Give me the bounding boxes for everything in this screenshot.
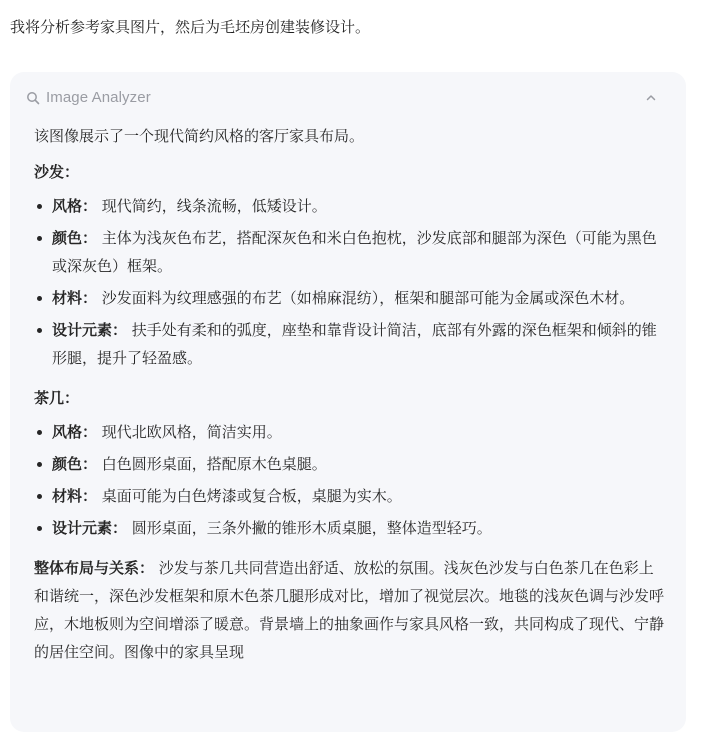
- item-label: 颜色：: [52, 229, 98, 247]
- assistant-intro-text: 我将分析参考家具图片，然后为毛坯房创建装修设计。: [10, 18, 371, 36]
- item-text: 现代北欧风格，简洁实用。: [101, 423, 282, 441]
- search-icon: [26, 90, 40, 104]
- item-label: 材料：: [52, 487, 98, 505]
- section-heading-sofa: 沙发：: [34, 163, 80, 181]
- section-heading-table: 茶几：: [34, 389, 80, 407]
- item-label: 材料：: [52, 289, 98, 307]
- overall-paragraph: [34, 554, 664, 666]
- item-text: 现代简约，线条流畅，低矮设计。: [101, 197, 327, 215]
- sofa-list: [34, 192, 664, 372]
- item-text: 桌面可能为白色烤漆或复合板，桌腿为实木。: [101, 487, 402, 505]
- list-item: [34, 418, 664, 446]
- analysis-content: [34, 122, 664, 666]
- list-item: [34, 224, 664, 280]
- list-item: [34, 284, 664, 312]
- overall-label: 整体布局与关系：: [34, 559, 155, 577]
- item-text: 圆形桌面，三条外撇的锥形木质桌腿，整体造型轻巧。: [131, 519, 492, 537]
- item-text: 扶手处有柔和的弧度，座垫和靠背设计简洁，底部有外露的深色框架和倾斜的锥形腿，提升了轻盈感。: [52, 321, 657, 367]
- analysis-intro: 该图像展示了一个现代简约风格的客厅家具布局。: [34, 127, 365, 145]
- table-list: [34, 418, 664, 542]
- image-analyzer-panel: [10, 72, 686, 732]
- item-text: 主体为浅灰色布艺，搭配深灰色和米白色抱枕，沙发底部和腿部为深色（可能为黑色或深灰色）框架。: [52, 229, 657, 275]
- item-label: 风格：: [52, 197, 98, 215]
- item-label: 颜色：: [52, 455, 98, 473]
- list-item: [34, 514, 664, 542]
- list-item: [34, 450, 664, 478]
- item-label: 设计元素：: [52, 519, 128, 537]
- chevron-up-icon[interactable]: [644, 90, 658, 104]
- list-item: [34, 482, 664, 510]
- list-item: [34, 192, 664, 220]
- overall-text: 沙发与茶几共同营造出舒适、放松的氛围。浅灰色沙发与白色茶几在色彩上和谐统一，深色沙发框架和原木色茶几腿形成对比，增加了视觉层次。地毯的浅灰色调与沙发呼应，木地板则为空间增添了暖意。背景墙上的抽象画作与家具风格一致，共同构成了现代、宁静的居住空间。图像中的家具呈现: [34, 559, 665, 661]
- item-label: 设计元素：: [52, 321, 128, 339]
- item-text: 沙发面料为纹理感强的布艺（如棉麻混纺），框架和腿部可能为金属或深色木材。: [101, 289, 635, 307]
- item-text: 白色圆形桌面，搭配原木色桌腿。: [101, 455, 327, 473]
- item-label: 风格：: [52, 423, 98, 441]
- list-item: [34, 316, 664, 372]
- image-analyzer-header[interactable]: [26, 86, 670, 108]
- panel-title: Image Analyzer: [46, 88, 151, 106]
